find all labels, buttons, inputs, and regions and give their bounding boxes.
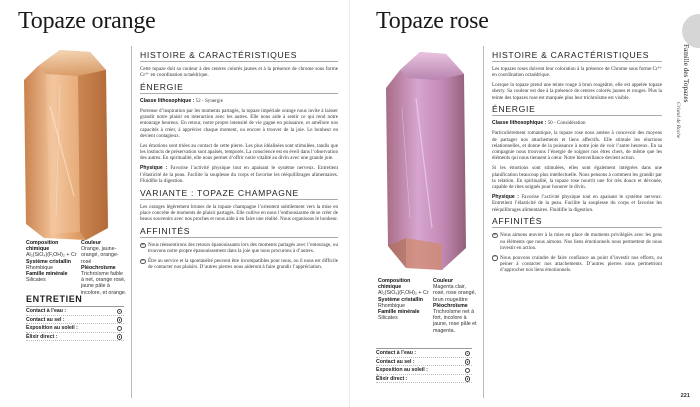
affinities-heading: AFFINITÉS: [492, 216, 662, 228]
maintenance-row: Élixir direct :: [376, 375, 472, 384]
yes-icon: [117, 334, 123, 340]
energy-paragraph: Particulièrement romantique, la topaze rose nous amène à concevoir des moyens de partager nos attachements et liens affectifs. Elle stimule les réactions relationnelles, et donne de la puissance à notre joie de voir l’autre heureux. En sa compagnie nous trouvons l’énergie de soigner nos êtres chers, de même que les éléments qui nous tiennent à cœur. Notre bienveillance devient action.: [492, 130, 662, 162]
left-properties: [26, 240, 127, 296]
affinity-positive: + Nous réessentirons des retours épanouissants lors des moments partagés avec l’entourage, ou trouvons notre propre épanouissement dans la joie que nous procurons à d’autres.: [141, 242, 338, 255]
minus-icon: −: [493, 255, 497, 261]
right-column-divider: [483, 46, 484, 398]
physical-paragraph: Physique : Favorise l’activité physique tout en apaisant le système nerveux. Entretient l’élasticité de la peau. Facilite la souplesse du corps et favorise les rééquilibrages alimentaires. Fluidifie la digestion.: [492, 193, 662, 213]
energy-heading: ÉNERGIE: [140, 82, 338, 94]
history-text: Lorsque la topaze prend une teinte rouge à brun rougeâtre, elle est appelée topaze sherry. Sa couleur est due à la présence de centres colorés jaunes et rouges. Plus la teinte des topazes rose est marquée plus leur trichroïsme est visible.: [492, 82, 662, 101]
maintenance-row: Contact au sel :: [376, 358, 472, 367]
plus-icon: +: [493, 232, 497, 238]
pink-topaz-photo: [380, 48, 475, 274]
family-label: Famille minérale: [26, 271, 68, 278]
physical-paragraph: Physique : Favorise l’activité physique tout en apaisant le système nerveux. Entretient l’élasticité de la peau. Facilite la souplesse du corps et favorise les rééquilibrages alimentaires. Fluidifie la digestion.: [140, 165, 338, 184]
history-heading: HISTOIRE & CARACTÉRISTIQUES: [492, 50, 662, 62]
affinity-positive: + Nous aimons œuvrer à la mise en place de moments privilégiés avec les gens ou éléments que nous aimons. Nos liens émotionnels nous permettent de nous investir en action.: [493, 232, 662, 251]
sidebar-group-label: Cristal de Roche: [675, 102, 681, 139]
yes-icon: [117, 309, 123, 315]
orange-topaz-photo: [16, 46, 116, 242]
right-maintenance: [376, 348, 472, 383]
affinity-negative: − Nous pouvons craindre de faire confiance au point d’investir nos efforts, ou peiner à contacter nos attachements. D’autres pierres nous permettront d’approcher nos liens émotionnels.: [493, 254, 662, 274]
yes-icon: [465, 359, 471, 365]
maintenance-row: Élixir direct :: [26, 333, 124, 342]
right-text-column: [492, 50, 662, 277]
system-value: Rhombique: [26, 264, 54, 271]
affinity-negative: − Être au service et la spontanéité peuvent être incompatibles pour nous, ou il nous est difficile de contacter nos plaisirs. D’autres pierres nous aideront à faire grandir l’appréciation.: [141, 258, 338, 271]
right-properties: [378, 278, 478, 334]
plus-icon: +: [141, 242, 145, 248]
maintenance-title: ENTRETIEN: [26, 294, 83, 304]
family-value: Silicates: [378, 315, 398, 322]
yes-icon: [465, 351, 471, 357]
system-label: Système cristallin: [26, 258, 72, 265]
color-value: Magenta clair, rosé, rose orangé, brun rougeâtre: [433, 284, 476, 303]
history-text: Cette topaze doit sa couleur à des centres colorés jaunes et à la présence de chrome sous forme Cr³⁺ en coordination octaédrique.: [140, 66, 338, 79]
color-value: Orange, jaune-orangé, orange-rosé: [81, 246, 119, 265]
left-maintenance: [26, 294, 124, 341]
maintenance-row: Contact à l’eau :: [26, 307, 124, 316]
chapter-tab-marker: [682, 14, 700, 48]
caution-icon: [465, 368, 471, 374]
pleochroism-label: Pléochroïsme: [433, 302, 468, 309]
minus-icon: −: [141, 258, 145, 264]
family-label: Famille minérale: [378, 309, 420, 316]
maintenance-row: Contact au sel :: [26, 316, 124, 325]
pleochroism-value: Trichroïsme net à fort, incolore à jaune, rose pâle et magenta.: [433, 309, 477, 334]
composition-value: Al₂(SiO₄)(F,OH)₂ + Cr: [378, 290, 429, 297]
variant-heading: VARIANTE : TOPAZE CHAMPAGNE: [140, 188, 338, 200]
yes-icon: [465, 376, 471, 382]
right-page-title: Topaze rose: [376, 8, 489, 34]
energy-paragraph: Si les émotions sont stimulées, elles sont également intégrées dans une planification beaucoup plus intellectuelle. Nous pensons à comment les grandir par la relation. En spiritualité, la topaze rose nourrit une foi très douce et dévouée, capable de rites soignés pour honorer le divin.: [492, 165, 662, 191]
pleochroism-label: Pléochroïsme: [81, 264, 116, 271]
composition-label: Composition chimique: [378, 278, 411, 291]
maintenance-row: Exposition au soleil :: [376, 366, 472, 375]
chapter-sidebar: [672, 44, 700, 204]
maintenance-row: Contact à l’eau :: [376, 349, 472, 358]
variant-text: Les oranges légèrement brunes de la topaze champagne l’orientent subtilement vers la mise en place concrète de moments de plaisir partagés. Elle cultive en nous l’enthousiasme de se créer de beaux souvenirs avec nos proches et nous aide à en faire une réalité. Nous organisons le bonheur.: [140, 203, 338, 223]
system-label: Système cristallin: [378, 296, 424, 303]
energy-class: Classe lithosophique : 52 - Synergie: [140, 98, 223, 105]
energy-paragraph: Porteuse d’inspiration par les moments partagés, la topaze impériale orange nous invite à laisser grandir notre plaisir en interaction avec les autres. Elle nous aide à sentir ce qui rend notre entourage heureux. En retour, notre propre intensité de vie gagne en puissance, et améliore nos capacités à créer, à apprécier chaque moment, ou encore à trouver de la joie. Le bonheur en devient contagieux.: [140, 107, 338, 140]
history-text: Les topazes roses doivent leur coloration à la présence de Chrome sous forme Cr³⁺ en coordination octaédrique.: [492, 66, 662, 79]
color-label: Couleur: [433, 278, 454, 284]
pleochroism-value: Trichroïsme faible à net, orange rosé, jaune pâle à incolore, et orange.: [81, 271, 127, 296]
caution-icon: [117, 326, 123, 332]
affinities-heading: AFFINITÉS: [140, 226, 338, 238]
yes-icon: [117, 317, 123, 323]
energy-paragraph: Les émotions sont triées au contact de cette pierre. Les plus idéalisées sont stimulées, tandis que les instincts de préservation sont apaisés, temporés. La conscience est en éveil dans l’observation des autres. En spiritualité, elle nous permet d’offrir notre vitalité au divin avec une grande joie.: [140, 142, 338, 162]
composition-value: Al₂(SiO₄)(F,OH)₂ + Cr: [26, 252, 77, 259]
energy-class: Classe lithosophique : 50 - Considération: [492, 120, 586, 127]
page-number: 221: [680, 393, 690, 399]
family-value: Silicates: [26, 277, 46, 284]
right-page: [350, 0, 700, 407]
history-heading: HISTOIRE & CARACTÉRISTIQUES: [140, 50, 338, 62]
composition-label: Composition chimique: [26, 240, 59, 253]
sidebar-family-label: Famille des Topazes: [682, 44, 690, 103]
left-page-title: Topaze orange: [18, 8, 156, 34]
left-column-divider: [131, 46, 132, 398]
maintenance-row: Exposition au soleil :: [26, 324, 124, 333]
energy-heading: ÉNERGIE: [492, 104, 662, 116]
system-value: Rhombique: [378, 302, 406, 309]
left-text-column: [140, 50, 338, 274]
color-label: Couleur: [81, 240, 102, 246]
